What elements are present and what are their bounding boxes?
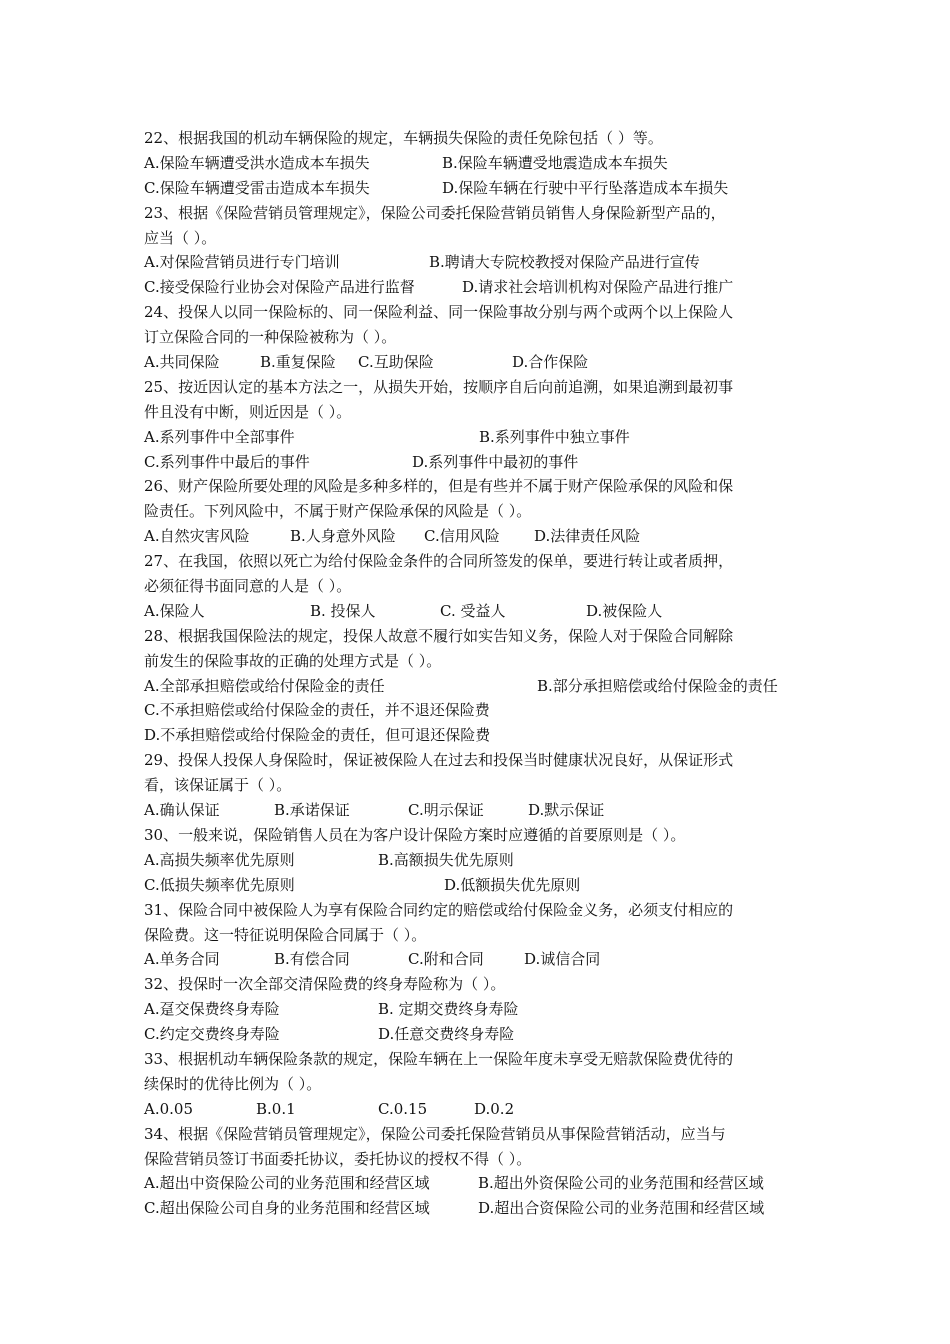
option-row <box>144 176 808 201</box>
answer-option: B.聘请大专院校教授对保险产品进行宣传 <box>429 253 700 272</box>
question-stem-line: 26、财产保险所要处理的风险是多种多样的，但是有些并不属于财产保险承保的风险和保 <box>144 477 734 496</box>
answer-option: B.人身意外风险 <box>290 527 396 546</box>
question-stem-line: 28、根据我国保险法的规定，投保人故意不履行如实告知义务，保险人对于保险合同解除 <box>144 626 734 645</box>
answer-option: A.保险人 <box>144 601 205 620</box>
answer-option: B.高额损失优先原则 <box>378 850 514 869</box>
answer-option: D.诚信合同 <box>524 950 601 969</box>
answer-option: B.保险车辆遭受地震造成本车损失 <box>442 153 668 172</box>
question-34 <box>144 1122 808 1222</box>
answer-option: B.系列事件中独立事件 <box>479 427 630 446</box>
answer-option: D.合作保险 <box>512 353 589 372</box>
question-32 <box>144 972 808 1047</box>
answer-option: B. 定期交费终身寿险 <box>378 1000 519 1019</box>
question-22 <box>144 126 808 201</box>
question-30 <box>144 823 808 898</box>
answer-option: A.0.05 <box>144 1099 193 1118</box>
option-row <box>144 947 808 972</box>
answer-option: A.超出中资保险公司的业务范围和经营区域 <box>144 1174 430 1193</box>
answer-option: C.不承担赔偿或给付保险金的责任，并不退还保险费 <box>144 701 490 720</box>
option-row <box>144 674 808 699</box>
answer-option: B.重复保险 <box>260 353 336 372</box>
question-stem-line: 续保时的优待比例为（ ）。 <box>144 1074 322 1093</box>
answer-option: B. 投保人 <box>310 601 376 620</box>
option-row <box>144 873 808 898</box>
question-33 <box>144 1047 808 1122</box>
answer-option: D.默示保证 <box>528 801 605 820</box>
question-stem-line: 30、一般来说，保险销售人员在为客户设计保险方案时应遵循的首要原则是（ ）。 <box>144 825 686 844</box>
answer-option: D.被保险人 <box>586 601 663 620</box>
option-row <box>144 599 808 624</box>
answer-option: C.互助保险 <box>358 353 434 372</box>
question-29 <box>144 748 808 823</box>
option-row <box>144 250 808 275</box>
question-stem-line: 应当（ ）。 <box>144 228 217 247</box>
answer-option: A.趸交保费终身寿险 <box>144 1000 280 1019</box>
question-stem-line: 订立保险合同的一种保险被称为（ ）。 <box>144 328 397 347</box>
option-row <box>144 798 808 823</box>
option-row <box>144 450 808 475</box>
answer-option: B.超出外资保险公司的业务范围和经营区域 <box>478 1174 764 1193</box>
answer-option: D.保险车辆在行驶中平行坠落造成本车损失 <box>442 178 729 197</box>
answer-option: B.承诺保证 <box>274 801 350 820</box>
answer-option: D.不承担赔偿或给付保险金的责任，但可退还保险费 <box>144 726 491 745</box>
question-stem-line: 前发生的保险事故的正确的处理方式是（ ）。 <box>144 651 442 670</box>
answer-option: C.0.15 <box>378 1099 428 1118</box>
answer-option: C.附和合同 <box>408 950 484 969</box>
question-stem-line: 25、按近因认定的基本方法之一，从损失开始，按顺序自后向前追溯，如果追溯到最初事 <box>144 377 734 396</box>
question-stem-line: 29、投保人投保人身保险时，保证被保险人在过去和投保当时健康状况良好，从保证形式 <box>144 751 734 770</box>
answer-option: C.信用风险 <box>424 527 500 546</box>
answer-option: D.0.2 <box>474 1099 515 1118</box>
question-stem-line: 必须征得书面同意的人是（ ）。 <box>144 577 352 596</box>
question-stem-line: 23、根据《保险营销员管理规定》，保险公司委托保险营销员销售人身保险新型产品的， <box>144 203 726 222</box>
option-row <box>144 723 808 748</box>
answer-option: A.共同保险 <box>144 353 220 372</box>
answer-option: D.超出合资保险公司的业务范围和经营区域 <box>478 1199 765 1218</box>
answer-option: C.系列事件中最后的事件 <box>144 452 310 471</box>
answer-option: A.高损失频率优先原则 <box>144 850 295 869</box>
answer-option: D.任意交费终身寿险 <box>378 1025 515 1044</box>
option-row <box>144 848 808 873</box>
option-row <box>144 425 808 450</box>
answer-option: D.法律责任风险 <box>534 527 641 546</box>
answer-option: A.系列事件中全部事件 <box>144 427 295 446</box>
option-row <box>144 275 808 300</box>
question-stem-line: 27、在我国，依照以死亡为给付保险金条件的合同所签发的保单，要进行转让或者质押， <box>144 552 734 571</box>
answer-option: D.请求社会培训机构对保险产品进行推广 <box>462 278 734 297</box>
question-26 <box>144 474 808 549</box>
answer-option: A.保险车辆遭受洪水造成本车损失 <box>144 153 370 172</box>
answer-option: B.有偿合同 <box>274 950 350 969</box>
question-28 <box>144 624 808 748</box>
question-stem-line: 看，该保证属于（ ）。 <box>144 776 292 795</box>
answer-option: A.确认保证 <box>144 801 220 820</box>
question-stem-line: 险责任。下列风险中，不属于财产保险承保的风险是（ ）。 <box>144 502 532 521</box>
answer-option: A.对保险营销员进行专门培训 <box>144 253 340 272</box>
option-row <box>144 1171 808 1196</box>
answer-option: C.约定交费终身寿险 <box>144 1025 280 1044</box>
answer-option: C.明示保证 <box>408 801 484 820</box>
answer-option: A.单务合同 <box>144 950 220 969</box>
question-stem-line: 件且没有中断，则近因是（ ）。 <box>144 402 352 421</box>
option-row <box>144 524 808 549</box>
question-stem-line: 31、保险合同中被保险人为享有保险合同约定的赔偿或给付保险金义务，必须支付相应的 <box>144 900 734 919</box>
question-25 <box>144 375 808 475</box>
answer-option: C.接受保险行业协会对保险产品进行监督 <box>144 278 415 297</box>
answer-option: A.自然灾害风险 <box>144 527 250 546</box>
question-23 <box>144 201 808 301</box>
option-row <box>144 151 808 176</box>
question-stem-line: 33、根据机动车辆保险条款的规定，保险车辆在上一保险年度未享受无赔款保险费优待的 <box>144 1049 734 1068</box>
option-row <box>144 350 808 375</box>
question-stem-line: 保险营销员签订书面委托协议，委托协议的授权不得（ ）。 <box>144 1149 532 1168</box>
document-page <box>144 126 808 1221</box>
option-row <box>144 1022 808 1047</box>
answer-option: C.保险车辆遭受雷击造成本车损失 <box>144 178 370 197</box>
answer-option: D.系列事件中最初的事件 <box>412 452 579 471</box>
option-row <box>144 1097 808 1122</box>
option-row <box>144 698 808 723</box>
option-row <box>144 1196 808 1221</box>
answer-option: C.超出保险公司自身的业务范围和经营区域 <box>144 1199 430 1218</box>
question-27 <box>144 549 808 624</box>
question-stem-line: 34、根据《保险营销员管理规定》，保险公司委托保险营销员从事保险营销活动，应当与 <box>144 1124 726 1143</box>
question-stem-line: 保险费。这一特征说明保险合同属于（ ）。 <box>144 925 427 944</box>
question-stem-line: 24、投保人以同一保险标的、同一保险利益、同一保险事故分别与两个或两个以上保险人 <box>144 303 734 322</box>
answer-option: B.部分承担赔偿或给付保险金的责任 <box>537 676 778 695</box>
answer-option: B.0.1 <box>256 1099 296 1118</box>
question-stem-line: 32、投保时一次全部交清保险费的终身寿险称为（ ）。 <box>144 975 506 994</box>
option-row <box>144 997 808 1022</box>
question-31 <box>144 898 808 973</box>
answer-option: D.低额损失优先原则 <box>444 875 581 894</box>
question-24 <box>144 300 808 375</box>
question-stem-line: 22、根据我国的机动车辆保险的规定，车辆损失保险的责任免除包括（ ）等。 <box>144 129 663 147</box>
answer-option: C.低损失频率优先原则 <box>144 875 295 894</box>
answer-option: A.全部承担赔偿或给付保险金的责任 <box>144 676 385 695</box>
answer-option: C. 受益人 <box>440 601 506 620</box>
